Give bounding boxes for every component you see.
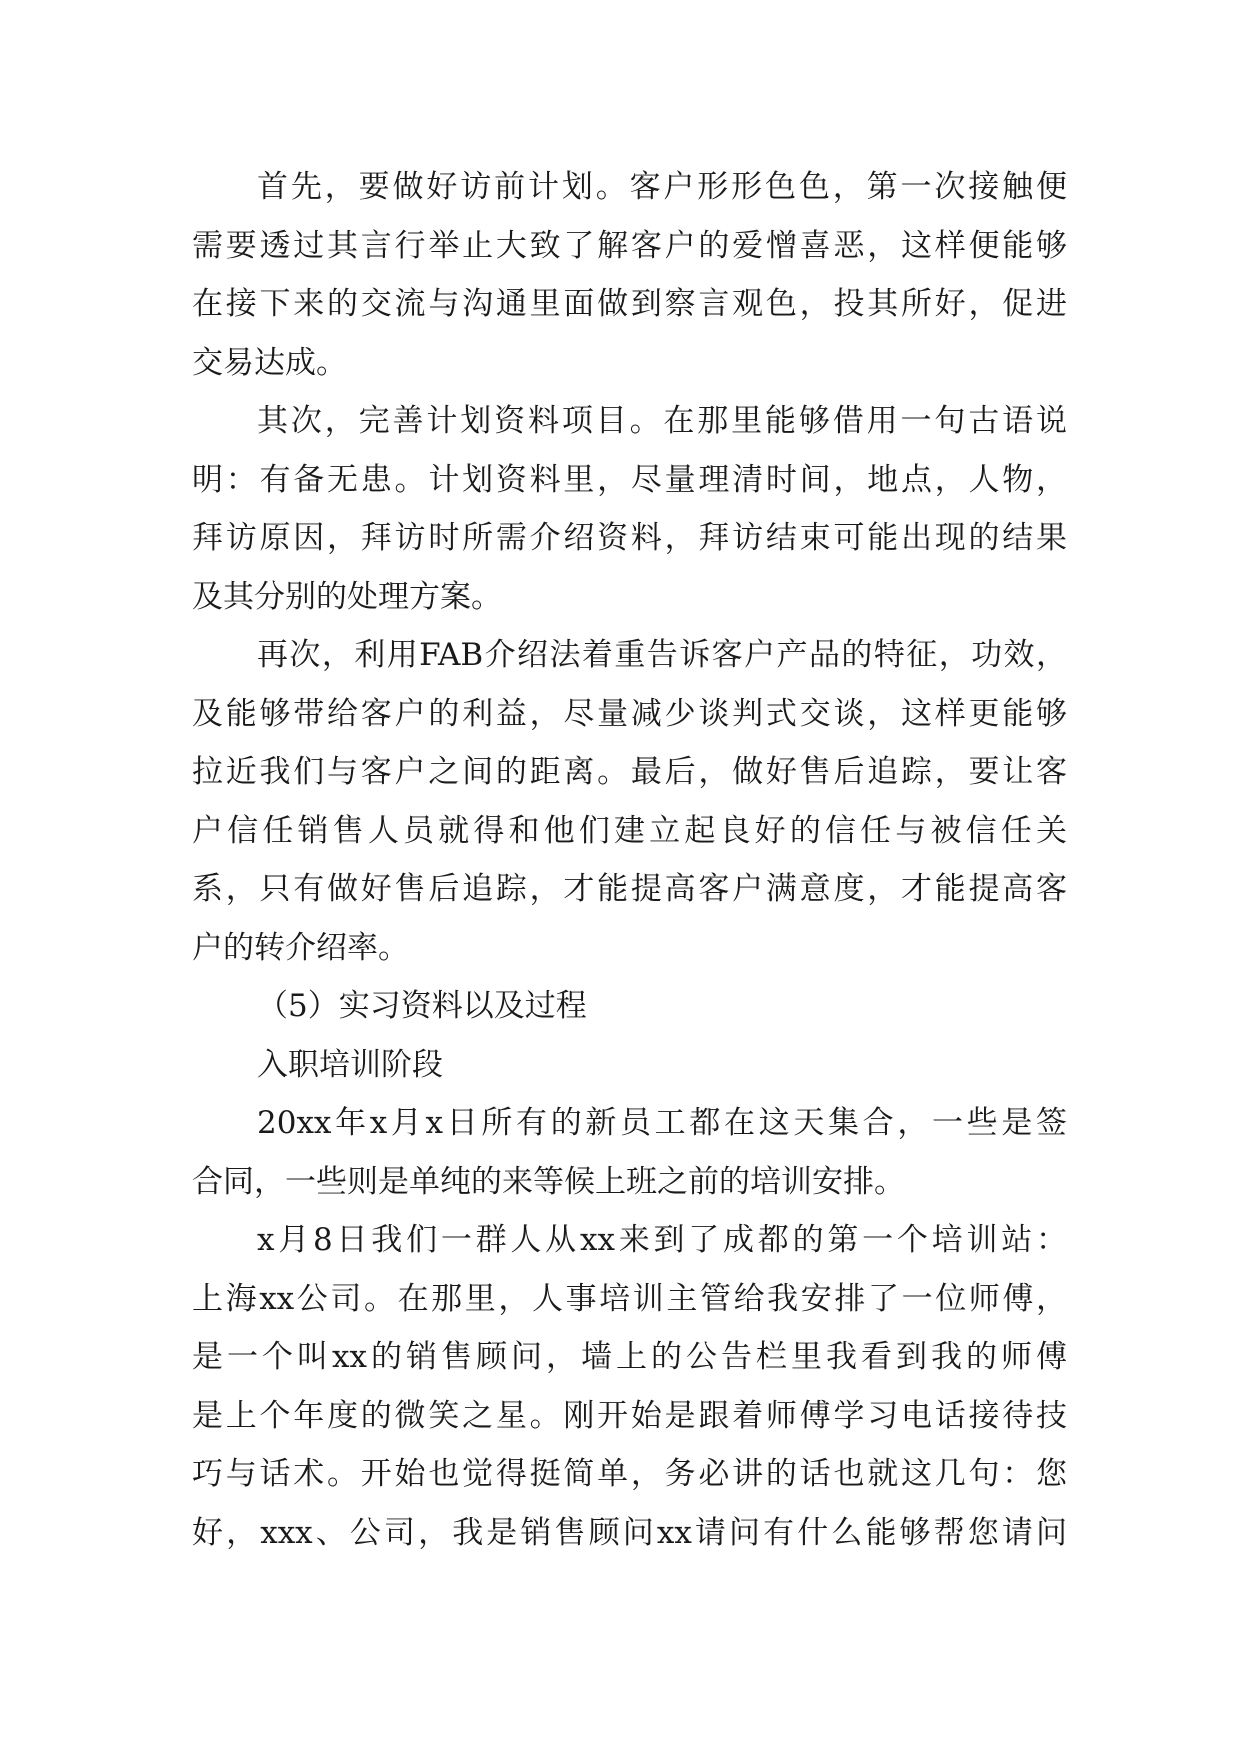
text-line: 及能够带给客户的利益，尽量减少谈判式交谈，这样更能够: [192, 695, 1067, 732]
text-line: 系，只有做好售后追踪，才能提高客户满意度，才能提高客: [192, 871, 1067, 907]
text-line: 拜访原因，拜访时所需介绍资料，拜访结束可能出现的结果: [192, 520, 1067, 556]
text-line: 及其分别的处理方案。: [192, 578, 502, 615]
text-line: 巧与话术。开始也觉得挺简单，务必讲的话也就这几句：您: [192, 1456, 1067, 1492]
text-line: 需要透过其言行举止大致了解客户的爱憎喜恶，这样便能够: [192, 227, 1067, 264]
text-line: 拉近我们与客户之间的距离。最后，做好售后追踪，要让客: [192, 754, 1067, 790]
text-line: 在接下来的交流与沟通里面做到察言观色，投其所好，促进: [192, 286, 1067, 322]
paragraph: [192, 1211, 1067, 1562]
heading-text: 入职培训阶段: [257, 1046, 443, 1083]
text-line: 首先，要做好访前计划。客户形形色色，第一次接触便: [257, 169, 1067, 205]
section-heading: [192, 977, 1067, 1036]
text-line: 好，xxx、公司，我是销售顾问xx请问有什么能够帮您请问: [192, 1514, 1067, 1551]
paragraph: [192, 1094, 1067, 1211]
text-line: 其次，完善计划资料项目。在那里能够借用一句古语说: [257, 403, 1067, 439]
text-line: x月8日我们一群人从xx来到了成都的第一个培训站：: [257, 1222, 1067, 1258]
text-line: 是一个叫xx的销售顾问，墙上的公告栏里我看到我的师傅: [192, 1339, 1067, 1375]
text-line: 明：有备无患。计划资料里，尽量理清时间，地点，人物，: [192, 461, 1067, 498]
paragraph: [192, 392, 1067, 626]
paragraph: [192, 158, 1067, 392]
text-line: 合同，一些则是单纯的来等候上班之前的培训安排。: [192, 1163, 905, 1200]
heading-text: （5）实习资料以及过程: [257, 988, 587, 1024]
text-line: 户信任销售人员就得和他们建立起良好的信任与被信任关: [192, 812, 1067, 849]
text-line: 上海xx公司。在那里，人事培训主管给我安排了一位师傅，: [192, 1280, 1067, 1317]
paragraph: [192, 626, 1067, 977]
text-line: 是上个年度的微笑之星。刚开始是跟着师傅学习电话接待技: [192, 1397, 1067, 1434]
text-line: 20xx年x月x日所有的新员工都在这天集合，一些是签: [257, 1105, 1067, 1141]
subsection-heading: [192, 1036, 1067, 1095]
text-line: 再次，利用FAB介绍法着重告诉客户产品的特征，功效，: [257, 637, 1067, 673]
document-body: [192, 158, 1067, 1562]
text-line: 交易达成。: [192, 344, 347, 381]
text-line: 户的转介绍率。: [192, 929, 409, 966]
